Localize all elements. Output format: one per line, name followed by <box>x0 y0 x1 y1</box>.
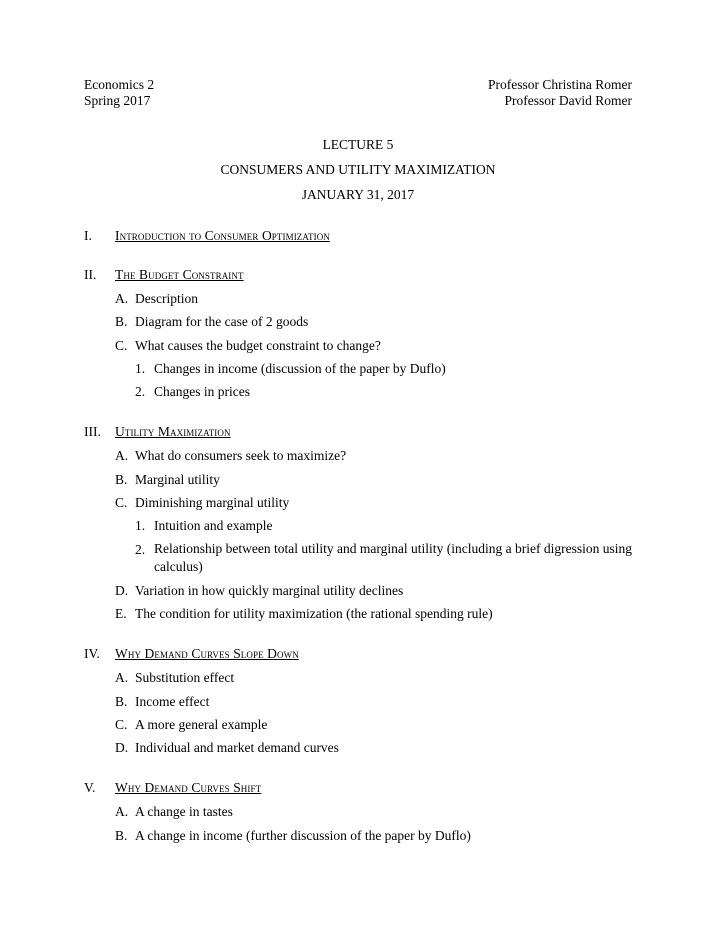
outline-item <box>115 334 632 357</box>
outline <box>84 226 632 847</box>
section-title: The Budget Constraint <box>115 267 244 282</box>
subitem-text: Intuition and example <box>154 518 273 534</box>
item-letter: A. <box>115 670 129 686</box>
item-letter: D. <box>115 582 129 598</box>
outline-item <box>115 690 632 713</box>
item-letter: B. <box>115 693 128 709</box>
section-items <box>115 287 632 403</box>
subitem-text: Relationship between total utility and marginal utility (including a brief digression using calculus) <box>154 540 632 574</box>
outline-item <box>115 736 632 759</box>
item-letter: B. <box>115 471 128 487</box>
professor-2: Professor David Romer <box>504 93 632 108</box>
section-heading <box>84 265 632 285</box>
outline-item <box>115 444 632 467</box>
outline-item <box>115 287 632 310</box>
item-letter: C. <box>115 337 128 353</box>
section-heading <box>84 226 632 246</box>
section-title: Introduction to Consumer Optimization <box>115 228 330 243</box>
section-numeral: I. <box>84 228 92 243</box>
item-text: Substitution effect <box>135 670 235 686</box>
item-letter: C. <box>115 495 128 511</box>
course-name: Economics 2 <box>84 77 155 92</box>
subitem-number: 2. <box>135 541 146 557</box>
section-numeral: IV. <box>84 646 100 662</box>
outline-subitem <box>135 538 632 579</box>
sub-items <box>135 357 632 404</box>
item-text: A change in income (further discussion of the paper by Duflo) <box>135 827 471 843</box>
subitem-text: Changes in income (discussion of the paper by Duflo) <box>154 360 446 376</box>
item-text: A more general example <box>135 716 268 732</box>
outline-subitem <box>135 380 632 403</box>
subitem-number: 1. <box>135 360 146 376</box>
title-block <box>84 132 632 207</box>
professor-1: Professor Christina Romer <box>488 77 632 92</box>
section-title: Why Demand Curves Shift <box>115 780 262 796</box>
item-letter: D. <box>115 740 129 756</box>
item-text: A change in tastes <box>135 804 233 820</box>
outline-subitem <box>135 357 632 380</box>
item-letter: A. <box>115 804 129 820</box>
section-title: Utility Maximization <box>115 424 231 440</box>
item-letter: A. <box>115 448 129 464</box>
item-letter: C. <box>115 716 128 732</box>
lecture-number: LECTURE 5 <box>322 137 394 152</box>
lecture-date: JANUARY 31, 2017 <box>301 187 415 202</box>
section-numeral: III. <box>84 424 101 440</box>
outline-item <box>115 468 632 491</box>
subitem-number: 1. <box>135 518 146 534</box>
outline-item <box>115 602 632 625</box>
item-text: The condition for utility maximization (the rational spending rule) <box>135 605 493 621</box>
outline-item <box>115 310 632 333</box>
outline-item <box>115 824 632 847</box>
outline-section <box>84 778 632 847</box>
section-items <box>115 444 632 625</box>
outline-subitem <box>135 514 632 537</box>
outline-item <box>115 713 632 736</box>
item-text: What do consumers seek to maximize? <box>135 448 347 464</box>
outline-section <box>84 644 632 759</box>
item-text: Diminishing marginal utility <box>135 495 290 511</box>
item-text: Variation in how quickly marginal utility declines <box>135 582 404 598</box>
term: Spring 2017 <box>84 93 151 108</box>
item-text: Description <box>135 291 198 306</box>
section-heading <box>84 778 632 798</box>
document-page <box>84 77 632 847</box>
item-text: Individual and market demand curves <box>135 740 339 756</box>
item-text: Income effect <box>135 693 210 709</box>
subitem-text: Changes in prices <box>154 384 250 400</box>
item-letter: A. <box>115 291 129 306</box>
item-letter: B. <box>115 827 128 843</box>
item-text: What causes the budget constraint to change? <box>135 337 381 353</box>
item-letter: B. <box>115 314 128 330</box>
sub-items <box>135 514 632 578</box>
outline-item <box>115 491 632 514</box>
section-items <box>115 666 632 759</box>
outline-item <box>115 666 632 689</box>
outline-item <box>115 800 632 823</box>
outline-section <box>84 226 632 246</box>
outline-section <box>84 422 632 625</box>
subitem-number: 2. <box>135 384 146 400</box>
header-row-2 <box>84 93 632 109</box>
item-text: Marginal utility <box>135 471 220 487</box>
section-items <box>115 800 632 847</box>
section-numeral: II. <box>84 267 97 282</box>
outline-section <box>84 265 632 403</box>
lecture-topic: CONSUMERS AND UTILITY MAXIMIZATION <box>220 162 496 177</box>
section-title: Why Demand Curves Slope Down <box>115 646 299 662</box>
item-letter: E. <box>115 605 127 621</box>
section-heading <box>84 422 632 442</box>
outline-item <box>115 579 632 602</box>
section-heading <box>84 644 632 664</box>
header-row-1 <box>84 77 632 93</box>
item-text: Diagram for the case of 2 goods <box>135 314 309 330</box>
section-numeral: V. <box>84 780 96 796</box>
